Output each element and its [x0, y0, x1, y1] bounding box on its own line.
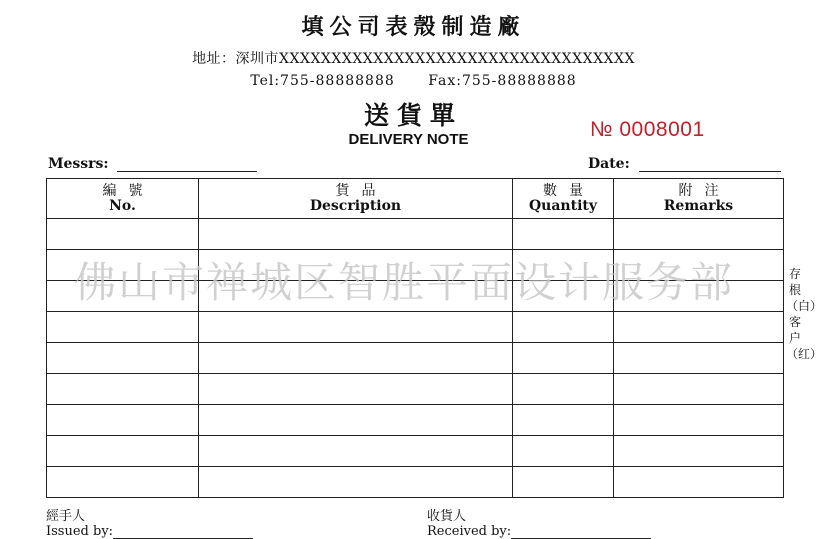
quantity-cell[interactable] [513, 312, 614, 343]
remarks-cell[interactable] [614, 312, 784, 343]
table-row [47, 281, 784, 312]
description-cell[interactable] [199, 312, 513, 343]
table-row [47, 436, 784, 467]
number-cell[interactable] [47, 467, 199, 498]
quantity-cell[interactable] [513, 250, 614, 281]
table-row [47, 312, 784, 343]
quantity-cell[interactable] [513, 436, 614, 467]
quantity-cell[interactable] [513, 374, 614, 405]
number-cell[interactable] [47, 343, 199, 374]
description-cell[interactable] [199, 374, 513, 405]
description-cell[interactable] [199, 436, 513, 467]
table-row [47, 374, 784, 405]
description-cell[interactable] [199, 467, 513, 498]
received-by-block [427, 505, 651, 539]
quantity-cell[interactable] [513, 219, 614, 250]
description-cell[interactable] [199, 343, 513, 374]
telephone: Tel:755-88888888 [250, 73, 395, 89]
issued-by-line[interactable] [113, 526, 253, 539]
remarks-cell[interactable] [614, 374, 784, 405]
description-cell[interactable] [199, 219, 513, 250]
document-title-chinese: 送貨單 [363, 101, 463, 130]
number-cell[interactable] [47, 436, 199, 467]
remarks-cell[interactable] [614, 250, 784, 281]
quantity-cell[interactable] [513, 405, 614, 436]
received-by-label-cn: 收貨人 [427, 509, 467, 524]
quantity-cell[interactable] [513, 281, 614, 312]
table-row [47, 250, 784, 281]
number-cell[interactable] [47, 405, 199, 436]
issued-by-block [46, 505, 253, 539]
received-by-label-en: Received by: [427, 524, 512, 539]
column-remarks: 附注 Remarks [614, 179, 784, 219]
number-cell[interactable] [47, 219, 199, 250]
remarks-cell[interactable] [614, 405, 784, 436]
remarks-cell[interactable] [614, 343, 784, 374]
quantity-cell[interactable] [513, 343, 614, 374]
fax: Fax:755-88888888 [428, 73, 577, 89]
delivery-table [46, 178, 784, 498]
column-quantity: 數量 Quantity [513, 179, 614, 219]
table-row [47, 219, 784, 250]
table-row [47, 467, 784, 498]
company-address: 地址：深圳市XXXXXXXXXXXXXXXXXXXXXXXXXXXXXXXXXX [192, 51, 635, 67]
remarks-cell[interactable] [614, 219, 784, 250]
column-description: 貨品 Description [199, 179, 513, 219]
company-name: 填公司表殼制造廠 [301, 15, 526, 40]
messrs-label: Messrs: [48, 156, 109, 172]
issued-by-label-en: Issued by: [46, 524, 114, 539]
description-cell[interactable] [199, 281, 513, 312]
number-cell[interactable] [47, 281, 199, 312]
number-cell[interactable] [47, 374, 199, 405]
table-row [47, 405, 784, 436]
column-number: 編號 No. [47, 179, 199, 219]
date-label: Date: [588, 156, 630, 172]
serial-number: № 0008001 [590, 118, 705, 141]
number-cell[interactable] [47, 250, 199, 281]
issued-by-label-cn: 經手人 [46, 509, 86, 524]
received-by-line[interactable] [511, 526, 651, 539]
remarks-cell[interactable] [614, 436, 784, 467]
table-header-row [47, 179, 784, 219]
quantity-cell[interactable] [513, 467, 614, 498]
description-cell[interactable] [199, 250, 513, 281]
messrs-field[interactable] [48, 156, 257, 172]
remarks-cell[interactable] [614, 467, 784, 498]
document-title-english: DELIVERY NOTE [348, 131, 469, 148]
remarks-cell[interactable] [614, 281, 784, 312]
messrs-line[interactable] [117, 157, 257, 172]
contact-line [0, 73, 827, 89]
description-cell[interactable] [199, 405, 513, 436]
number-cell[interactable] [47, 312, 199, 343]
date-field[interactable] [588, 156, 781, 172]
table-row [47, 343, 784, 374]
date-line[interactable] [639, 157, 781, 172]
copy-note: 存根（白）客户（红） [786, 267, 823, 361]
watermark-text: 佛山市禅城区智胜平面设计服务部 [74, 258, 735, 307]
